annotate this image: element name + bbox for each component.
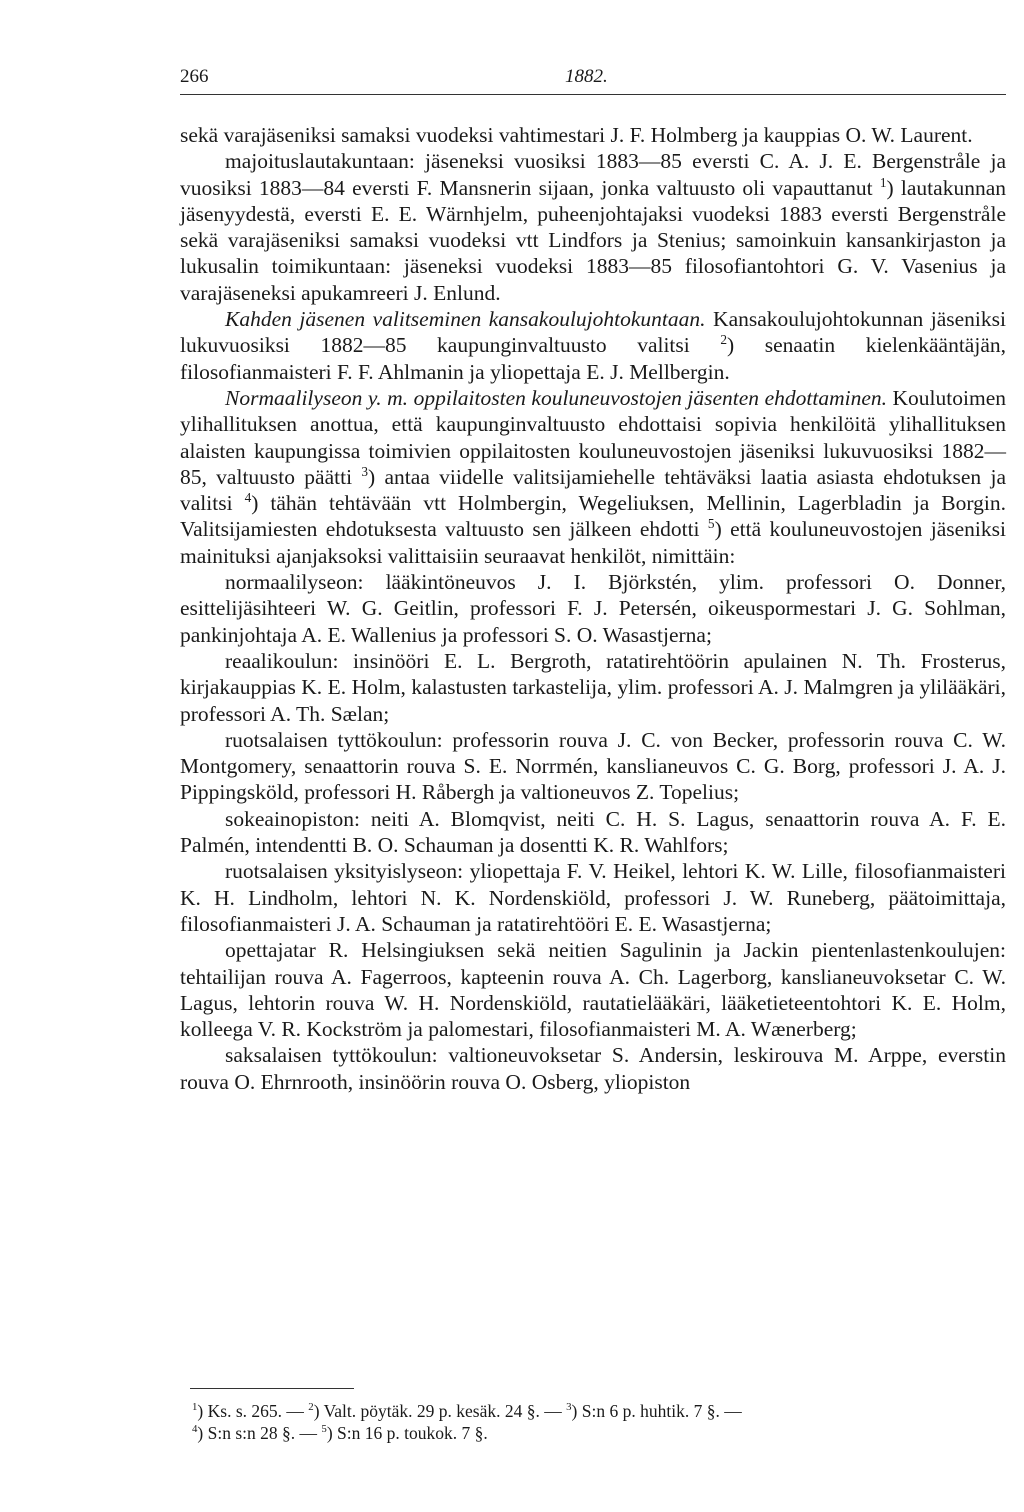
footnotes — [180, 1400, 1006, 1444]
paragraph — [180, 1042, 1006, 1095]
footnote-marker: 1 — [192, 1401, 198, 1414]
text-run: ) että kouluneuvostojen jäseniksi mainituksi ajanjaksoksi valittaisiin seuraavat henkilöt, nimittäin: — [180, 517, 1006, 568]
footnote-marker: 4 — [192, 1423, 198, 1436]
text-run: ) tähän tehtävään vtt Holmbergin, Wegeliuksen, Mellinin, Lagerbladin ja Borgin. Valitsijamiesten ehdotuksesta valtuusto sen jälkeen ehdotti — [180, 491, 1006, 542]
footnote-marker: 4 — [244, 490, 252, 505]
paragraph — [180, 569, 1006, 648]
footnote-line — [180, 1400, 1006, 1422]
paragraph — [180, 727, 1006, 806]
page-number: 266 — [180, 66, 209, 87]
paragraph — [180, 937, 1006, 1042]
header-rule — [180, 94, 1006, 95]
text-run: ruotsalaisen yksityislyseon: yliopettaja F. V. Heikel, lehtori K. W. Lille, filosofianmaisteri K. H. Lindholm, lehtori N. K. Nordenskiöld, professori J. W. Runeberg, päätoimittaja, filosofianmaisteri J. A. Schauman ja ratatirehtööri E. E. Wasastjerna; — [180, 859, 1006, 936]
text-run: sokeainopiston: neiti A. Blomqvist, neiti C. H. S. Lagus, senaattorin rouva A. F. E. Palmén, intendentti B. O. Schauman ja dosentti K. R. Wahlfors; — [180, 806, 1006, 858]
paragraph — [180, 806, 1006, 859]
text-run: Kansakoulujohtokunnan jäseniksi lukuvuosiksi 1882—85 kaupunginvaltuusto valitsi — [180, 307, 1006, 358]
text-run: ) S:n s:n 28 §. — — [197, 1423, 322, 1443]
text-run: Koulutoimen ylihallituksen anottua, että kaupunginvaltuusto ehdottaisi sopivia henkilöitä ylihallituksen alaisten kaupungissa toimivien oppilaitosten kouluneuvostojen jäseniksi lukuvuosiksi 1882—85, valtuusto päätti — [180, 385, 1006, 489]
section-heading: Normaalilyseon y. m. oppilaitosten kouluneuvostojen jäsenten ehdottaminen. — [225, 385, 887, 410]
footnote-line — [180, 1422, 1006, 1444]
text-run: normaalilyseon: lääkintöneuvos J. I. Björkstén, ylim. professori O. Donner, esittelijäsihteeri W. G. Geitlin, professori F. J. Petersén, oikeuspormestari J. G. Sohlman, pankinjohtaja A. E. Wallenius ja professori S. O. Wasastjerna; — [180, 570, 1006, 647]
text-run: ) S:n 16 p. toukok. 7 §. — [326, 1423, 488, 1443]
paragraph — [180, 858, 1006, 937]
running-title-year: 1882. — [565, 66, 608, 87]
footnote-marker: 2 — [720, 332, 727, 348]
text-run: saksalaisen tyttökoulun: valtioneuvoksetar S. Andersin, leskirouva M. Arppe, everstin rouva O. Ehrnrooth, insinöörin rouva O. Osberg, yliopiston — [180, 1043, 1006, 1094]
paragraph — [180, 122, 1006, 148]
text-run: ) senaatin kielenkääntäjän, filosofianmaisteri F. F. Ahlmanin ja yliopettaja E. J. Mellbergin. — [180, 333, 1006, 384]
text-run: majoituslautakuntaan: jäseneksi vuosiksi 1883—85 eversti C. A. J. E. Bergenstråle ja vuosiksi 1883—84 eversti F. Mansnerin sijaan, jonka valtuusto oli vapauttanut — [180, 149, 1006, 200]
text-run: sekä varajäseniksi samaksi vuodeksi vahtimestari J. F. Holmberg ja kauppias O. W. Laurent. — [180, 123, 973, 147]
footnote-marker: 3 — [361, 463, 369, 479]
text-run: ) antaa viidelle valitsijamiehelle tehtäväksi laatia asiasta ehdotuksen ja valitsi — [180, 464, 1007, 516]
footnote-marker: 5 — [707, 516, 715, 532]
section-heading: Kahden jäsenen valitseminen kansakoulujohtokuntaan. — [225, 307, 706, 332]
paragraph — [180, 306, 1006, 385]
footnote-marker: 3 — [566, 1401, 572, 1414]
paragraph — [180, 148, 1006, 306]
body-text — [180, 122, 1006, 1095]
text-run: ) S:n 6 p. huhtik. 7 §. — — [571, 1401, 742, 1421]
footnote-marker: 2 — [308, 1401, 314, 1414]
footnote-rule — [190, 1388, 354, 1389]
text-run: ) Valt. pöytäk. 29 p. kesäk. 24 §. — — [313, 1401, 567, 1421]
footnote-marker: 5 — [321, 1423, 327, 1436]
paragraph — [180, 385, 1006, 569]
text-run: ) Ks. s. 265. — — [197, 1401, 309, 1421]
paragraph — [180, 648, 1006, 727]
running-header — [180, 62, 1006, 94]
text-run: ) lautakunnan jäsenyydestä, eversti E. E. Wärnhjelm, puheenjohtajaksi vuodeksi 1883 eversti Bergenstråle sekä varajäseniksi samaksi vuodeksi vtt Lindfors ja Stenius; samoinkuin kansankirjaston ja lukusalin toimikuntaan: jäseneksi vuodeksi 1883—85 filosofiantohtori G. V. Vasenius ja varajäseneksi apukamreeri J. Enlund. — [180, 175, 1006, 305]
text-run: reaalikoulun: insinööri E. L. Bergroth, ratatirehtöörin apulainen N. Th. Frosterus, kirjakauppias K. E. Holm, kalastusten tarkastelija, ylim. professori A. J. Malmgren ja ylilääkäri, professori A. Th. Sælan; — [180, 648, 1006, 726]
footnote-marker: 1 — [879, 174, 887, 190]
text-run: ruotsalaisen tyttökoulun: professorin rouva J. C. von Becker, professorin rouva C. W. Montgomery, senaattorin rouva S. E. Norrmén, kanslianeuvos C. G. Borg, professori J. A. J. Pippingsköld, professori H. Råbergh ja valtioneuvos Z. Topelius; — [180, 727, 1006, 805]
text-run: opettajatar R. Helsingiuksen sekä neitien Sagulinin ja Jackin pientenlastenkoulujen: tehtailijan rouva A. Fagerroos, kapteenin rouva A. Ch. Lagerborg, kanslianeuvoksetar C. W. Lagus, lehtorin rouva W. H. Nordenskiöld, rautatielääkäri, lääketieteentohtori K. E. Holm, kolleega V. R. Kockström ja palomestari, filosofianmaisteri M. A. Wænerberg; — [180, 938, 1006, 1042]
